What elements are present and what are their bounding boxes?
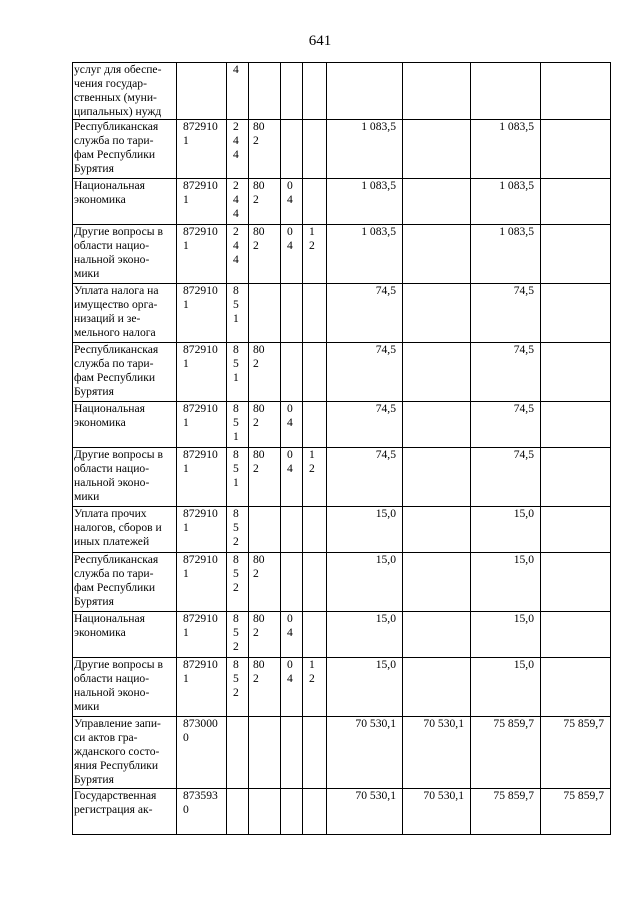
cell-amount-1: 1 083,5 — [327, 120, 403, 179]
cell-amount-1: 1 083,5 — [327, 179, 403, 225]
cell-amount-3: 74,5 — [471, 448, 541, 507]
cell-amount-3: 74,5 — [471, 284, 541, 343]
cell-administrator: 80 2 — [249, 448, 281, 507]
table-row — [73, 225, 611, 284]
cell-amount-3: 15,0 — [471, 507, 541, 553]
cell-amount-1: 70 530,1 — [327, 789, 403, 835]
cell-amount-2 — [403, 343, 471, 402]
cell-amount-1: 15,0 — [327, 612, 403, 658]
table-row — [73, 120, 611, 179]
cell-section: 0 4 — [281, 179, 303, 225]
cell-amount-1: 74,5 — [327, 343, 403, 402]
cell-target-article: 872910 1 — [177, 179, 227, 225]
cell-amount-3: 75 859,7 — [471, 789, 541, 835]
cell-target-article: 873593 0 — [177, 789, 227, 835]
cell-section — [281, 63, 303, 120]
cell-target-article — [177, 63, 227, 120]
cell-amount-1: 74,5 — [327, 402, 403, 448]
cell-section: 0 4 — [281, 225, 303, 284]
cell-target-article: 872910 1 — [177, 402, 227, 448]
cell-name: Республиканская служба по тари- фам Республики Бурятия — [73, 553, 177, 612]
table-row — [73, 789, 611, 835]
table-row — [73, 179, 611, 225]
cell-amount-3: 15,0 — [471, 612, 541, 658]
cell-target-article: 872910 1 — [177, 612, 227, 658]
cell-section — [281, 717, 303, 789]
cell-section — [281, 120, 303, 179]
cell-administrator — [249, 507, 281, 553]
cell-section: 0 4 — [281, 612, 303, 658]
cell-subsection — [303, 284, 327, 343]
cell-section: 0 4 — [281, 658, 303, 717]
cell-administrator: 80 2 — [249, 553, 281, 612]
table-body — [73, 63, 611, 835]
table-row — [73, 402, 611, 448]
cell-name: Национальная экономика — [73, 612, 177, 658]
cell-administrator: 80 2 — [249, 225, 281, 284]
cell-name: Республиканская служба по тари- фам Республики Бурятия — [73, 343, 177, 402]
cell-subsection: 1 2 — [303, 225, 327, 284]
cell-administrator — [249, 284, 281, 343]
cell-expense-type: 8 5 2 — [227, 612, 249, 658]
cell-subsection — [303, 612, 327, 658]
cell-amount-1: 1 083,5 — [327, 225, 403, 284]
cell-amount-4 — [541, 284, 611, 343]
cell-subsection — [303, 402, 327, 448]
table-row — [73, 63, 611, 120]
cell-amount-3: 1 083,5 — [471, 179, 541, 225]
cell-amount-4 — [541, 63, 611, 120]
cell-amount-4 — [541, 553, 611, 612]
cell-amount-1 — [327, 63, 403, 120]
cell-target-article: 873000 0 — [177, 717, 227, 789]
cell-expense-type — [227, 789, 249, 835]
cell-name: Государственная регистрация ак- — [73, 789, 177, 835]
cell-subsection — [303, 789, 327, 835]
table-row — [73, 658, 611, 717]
cell-administrator: 80 2 — [249, 343, 281, 402]
cell-target-article: 872910 1 — [177, 553, 227, 612]
cell-expense-type: 8 5 1 — [227, 448, 249, 507]
cell-amount-2 — [403, 507, 471, 553]
cell-amount-4 — [541, 402, 611, 448]
cell-subsection: 1 2 — [303, 448, 327, 507]
table-row — [73, 284, 611, 343]
cell-section — [281, 553, 303, 612]
cell-amount-3 — [471, 63, 541, 120]
cell-administrator: 80 2 — [249, 179, 281, 225]
cell-administrator: 80 2 — [249, 612, 281, 658]
cell-administrator: 80 2 — [249, 402, 281, 448]
cell-name: Другие вопросы в области нацио- нальной эконо- мики — [73, 658, 177, 717]
cell-administrator — [249, 789, 281, 835]
cell-amount-2 — [403, 120, 471, 179]
cell-amount-1: 15,0 — [327, 658, 403, 717]
cell-expense-type: 8 5 1 — [227, 343, 249, 402]
cell-name: Национальная экономика — [73, 402, 177, 448]
cell-administrator — [249, 63, 281, 120]
table-row — [73, 612, 611, 658]
cell-amount-2 — [403, 553, 471, 612]
cell-name: Управление запи- си актов гра- жданского состо- яния Республики Бурятия — [73, 717, 177, 789]
cell-amount-4 — [541, 612, 611, 658]
cell-amount-2 — [403, 448, 471, 507]
budget-table — [72, 62, 611, 835]
cell-amount-2 — [403, 658, 471, 717]
cell-section — [281, 284, 303, 343]
cell-section: 0 4 — [281, 448, 303, 507]
cell-amount-2: 70 530,1 — [403, 717, 471, 789]
cell-name: Республиканская служба по тари- фам Республики Бурятия — [73, 120, 177, 179]
cell-amount-1: 70 530,1 — [327, 717, 403, 789]
cell-name: Уплата прочих налогов, сборов и иных платежей — [73, 507, 177, 553]
cell-subsection — [303, 507, 327, 553]
cell-amount-3: 15,0 — [471, 658, 541, 717]
cell-expense-type — [227, 717, 249, 789]
cell-amount-3: 75 859,7 — [471, 717, 541, 789]
cell-target-article: 872910 1 — [177, 343, 227, 402]
cell-amount-3: 15,0 — [471, 553, 541, 612]
cell-expense-type: 2 4 4 — [227, 120, 249, 179]
cell-expense-type: 8 5 2 — [227, 507, 249, 553]
cell-amount-2 — [403, 612, 471, 658]
cell-section — [281, 343, 303, 402]
cell-amount-4 — [541, 507, 611, 553]
cell-amount-4 — [541, 120, 611, 179]
cell-target-article: 872910 1 — [177, 284, 227, 343]
cell-amount-3: 74,5 — [471, 343, 541, 402]
cell-expense-type: 8 5 2 — [227, 658, 249, 717]
cell-amount-4 — [541, 658, 611, 717]
table-row — [73, 343, 611, 402]
cell-expense-type: 8 5 1 — [227, 284, 249, 343]
cell-amount-1: 74,5 — [327, 448, 403, 507]
cell-amount-4 — [541, 343, 611, 402]
cell-amount-4 — [541, 448, 611, 507]
table-row — [73, 507, 611, 553]
table-row — [73, 717, 611, 789]
cell-name: Уплата налога на имущество орга- низаций и зе- мельного налога — [73, 284, 177, 343]
cell-amount-4 — [541, 225, 611, 284]
cell-amount-4: 75 859,7 — [541, 717, 611, 789]
cell-amount-2 — [403, 63, 471, 120]
cell-administrator: 80 2 — [249, 658, 281, 717]
cell-name: Другие вопросы в области нацио- нальной эконо- мики — [73, 448, 177, 507]
cell-section: 0 4 — [281, 402, 303, 448]
cell-subsection — [303, 120, 327, 179]
cell-subsection — [303, 343, 327, 402]
cell-name: Национальная экономика — [73, 179, 177, 225]
cell-administrator — [249, 717, 281, 789]
cell-administrator: 80 2 — [249, 120, 281, 179]
cell-target-article: 872910 1 — [177, 225, 227, 284]
cell-expense-type: 8 5 1 — [227, 402, 249, 448]
cell-subsection — [303, 179, 327, 225]
cell-name: услуг для обеспе- чения государ- ственных (муни- ципальных) нужд — [73, 63, 177, 120]
cell-subsection — [303, 63, 327, 120]
cell-expense-type: 2 4 4 — [227, 225, 249, 284]
cell-subsection — [303, 717, 327, 789]
cell-amount-2: 70 530,1 — [403, 789, 471, 835]
cell-section — [281, 789, 303, 835]
table-row — [73, 553, 611, 612]
cell-amount-1: 15,0 — [327, 507, 403, 553]
cell-amount-2 — [403, 225, 471, 284]
cell-amount-1: 15,0 — [327, 553, 403, 612]
cell-amount-3: 74,5 — [471, 402, 541, 448]
cell-subsection — [303, 553, 327, 612]
cell-target-article: 872910 1 — [177, 507, 227, 553]
cell-amount-4 — [541, 179, 611, 225]
cell-target-article: 872910 1 — [177, 658, 227, 717]
cell-target-article: 872910 1 — [177, 120, 227, 179]
table-row — [73, 448, 611, 507]
cell-section — [281, 507, 303, 553]
cell-expense-type: 8 5 2 — [227, 553, 249, 612]
cell-amount-4: 75 859,7 — [541, 789, 611, 835]
cell-expense-type: 2 4 4 — [227, 179, 249, 225]
cell-name: Другие вопросы в области нацио- нальной эконо- мики — [73, 225, 177, 284]
cell-amount-3: 1 083,5 — [471, 120, 541, 179]
cell-amount-2 — [403, 402, 471, 448]
cell-amount-2 — [403, 179, 471, 225]
cell-amount-1: 74,5 — [327, 284, 403, 343]
cell-target-article: 872910 1 — [177, 448, 227, 507]
cell-subsection: 1 2 — [303, 658, 327, 717]
cell-amount-3: 1 083,5 — [471, 225, 541, 284]
cell-amount-2 — [403, 284, 471, 343]
page-number: 641 — [308, 33, 332, 49]
cell-expense-type: 4 — [227, 63, 249, 120]
